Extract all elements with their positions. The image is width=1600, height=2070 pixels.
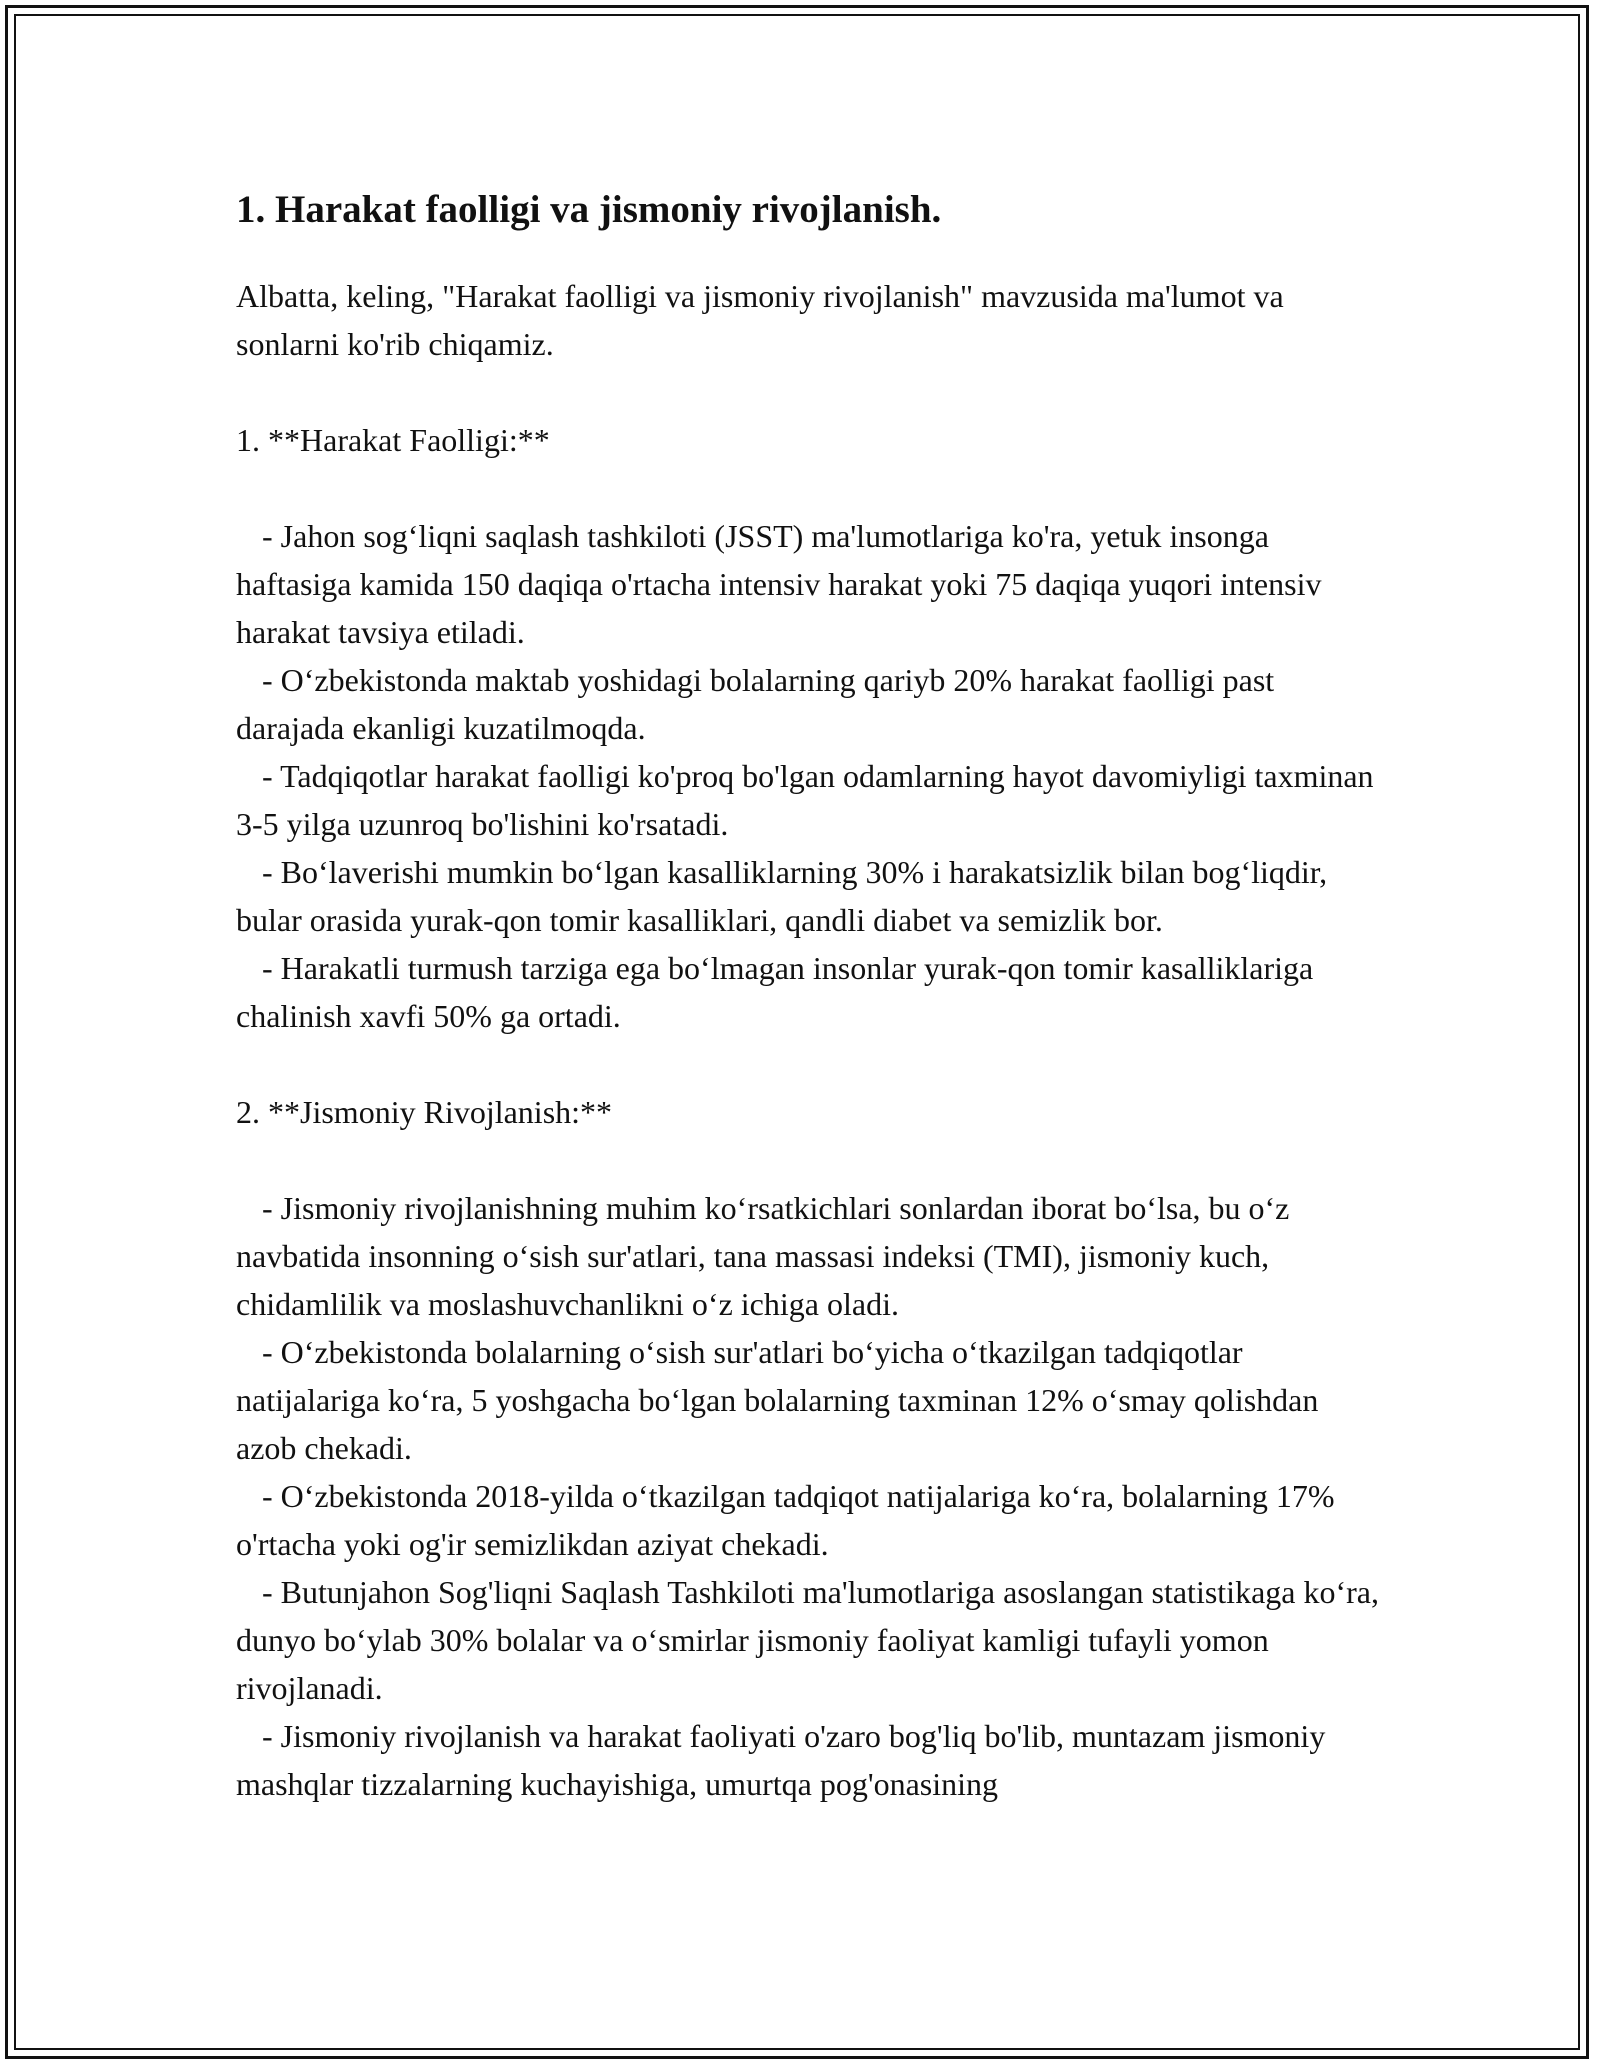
spacer: [236, 464, 1386, 512]
bullet-item: - Tadqiqotlar harakat faolligi ko'proq bo'lgan odamlarning hayot davomiyligi taxminan 3-5 yilga uzunroq bo'lishini ko'rsatadi.: [236, 758, 1374, 842]
spacer: [236, 1136, 1386, 1184]
bullet-item: - Oʻzbekistonda 2018-yilda oʻtkazilgan tadqiqot natijalariga koʻra, bolalarning 17% o'rtacha yoki og'ir semizlikdan aziyat chekadi.: [236, 1478, 1335, 1562]
spacer: [236, 1040, 1386, 1088]
section-heading-harakat: 1. **Harakat Faolligi:**: [236, 422, 550, 458]
document-body: [236, 186, 1386, 1808]
bullet-item: - Boʻlaverishi mumkin boʻlgan kasalliklarning 30% i harakatsizlik bilan bogʻliqdir, bular orasida yurak-qon tomir kasalliklari, qandli diabet va semizlik bor.: [236, 854, 1328, 938]
section-heading-jismoniy: 2. **Jismoniy Rivojlanish:**: [236, 1094, 613, 1130]
bullet-item: - Jismoniy rivojlanishning muhim koʻrsatkichlari sonlardan iborat boʻlsa, bu oʻz navbatida insonning oʻsish sur'atlari, tana massasi indeksi (TMI), jismoniy kuch, chidamlilik va moslashuvchanlikni oʻz ichiga oladi.: [236, 1190, 1290, 1322]
bullet-item: - Oʻzbekistonda maktab yoshidagi bolalarning qariyb 20% harakat faolligi past darajada ekanligi kuzatilmoqda.: [236, 662, 1275, 746]
bullet-item: - Oʻzbekistonda bolalarning oʻsish sur'atlari boʻyicha oʻtkazilgan tadqiqotlar natijalariga koʻra, 5 yoshgacha boʻlgan bolalarning taxminan 12% oʻsmay qolishdan azob chekadi.: [236, 1334, 1319, 1466]
bullet-item: - Harakatli turmush tarziga ega boʻlmagan insonlar yurak-qon tomir kasalliklariga chalinish xavfi 50% ga ortadi.: [236, 950, 1314, 1034]
intro-paragraph: Albatta, keling, "Harakat faolligi va jismoniy rivojlanish" mavzusida ma'lumot va sonlarni ko'rib chiqamiz.: [236, 278, 1292, 362]
document-title: 1. Harakat faolligi va jismoniy rivojlanish.: [236, 188, 942, 231]
bullet-item: - Jahon sogʻliqni saqlash tashkiloti (JSST) ma'lumotlariga ko'ra, yetuk insonga haftasiga kamida 150 daqiqa o'rtacha intensiv harakat yoki 75 daqiqa yuqori intensiv harakat tavsiya etiladi.: [236, 518, 1322, 650]
bullet-item: - Jismoniy rivojlanish va harakat faoliyati o'zaro bog'liq bo'lib, muntazam jismoniy mashqlar tizzalarning kuchayishiga, umurtqa pog'onasining: [236, 1718, 1326, 1802]
bullet-item: - Butunjahon Sog'liqni Saqlash Tashkiloti ma'lumotlariga asoslangan statistikaga koʻra, dunyo boʻylab 30% bolalar va oʻsmirlar jismoniy faoliyat kamligi tufayli yomon rivojlanadi.: [236, 1574, 1379, 1706]
spacer: [236, 368, 1386, 416]
